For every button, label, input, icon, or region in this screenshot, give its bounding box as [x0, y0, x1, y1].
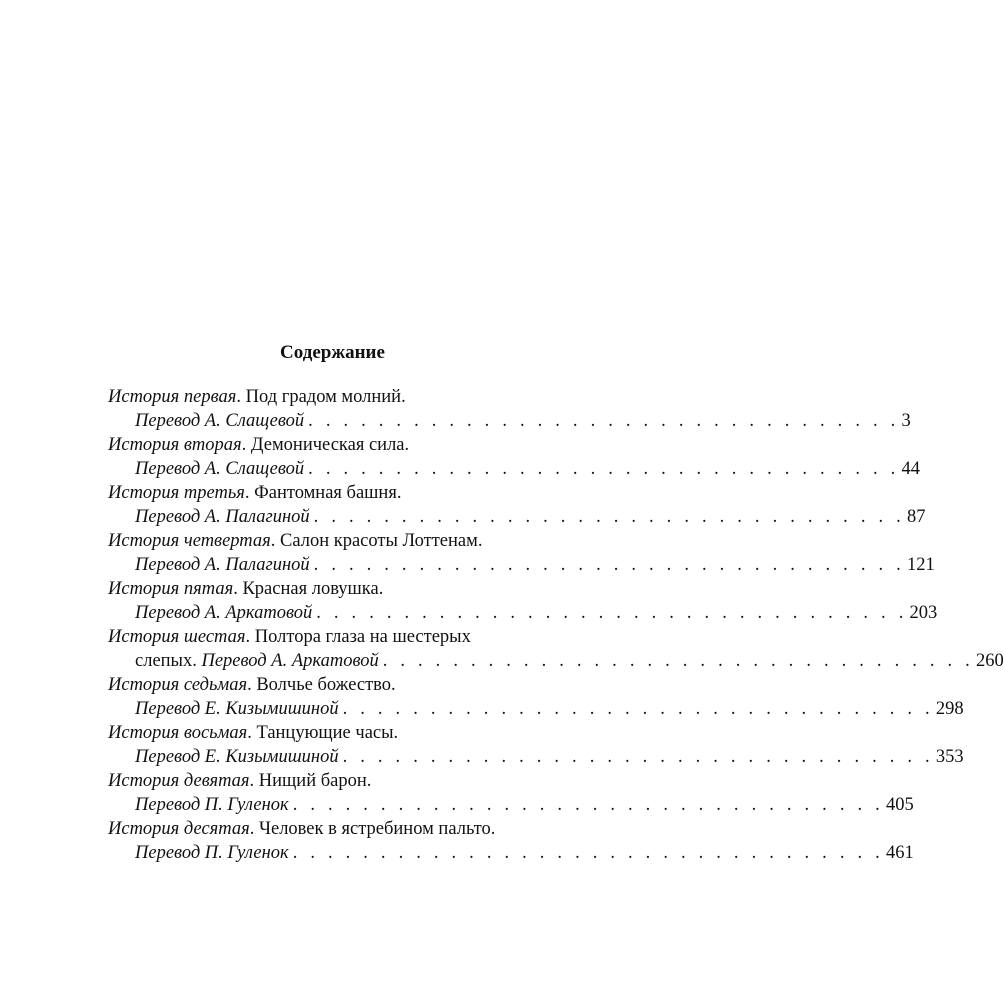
- leader-dots: . . . . . . . . . . . . . . . . . . . . . . . . . . . . . . . . . .: [308, 459, 900, 479]
- translator: Перевод П. Гуленок: [135, 843, 289, 863]
- story-title: Нищий барон.: [258, 771, 372, 791]
- entry-translator-line: [108, 601, 938, 625]
- story-label: История третья: [108, 483, 245, 503]
- entry-translator-line: [108, 409, 911, 433]
- toc-entry: [108, 673, 964, 721]
- leader-dots: . . . . . . . . . . . . . . . . . . . . . . . . . . . . . . . . . .: [342, 699, 934, 719]
- translator: Перевод А. Палагиной: [135, 507, 310, 527]
- toc-entry: [108, 721, 964, 769]
- page-number: 121: [906, 555, 935, 575]
- entry-heading: История вторая. Демоническая сила.: [108, 435, 410, 455]
- story-title: Волчье божество.: [256, 675, 396, 695]
- toc-entry: [108, 385, 911, 433]
- entry-heading: История девятая. Нищий барон.: [108, 771, 372, 791]
- page-number: 87: [906, 507, 926, 527]
- entry-translator-line: [108, 745, 964, 769]
- entry-translator-line: [108, 457, 920, 481]
- story-label: История шестая: [108, 627, 246, 647]
- translator: Перевод А. Палагиной: [135, 555, 310, 575]
- translator: Перевод Е. Кизымишиной: [135, 699, 339, 719]
- story-label: История девятая: [108, 771, 250, 791]
- entry-heading: История шестая. Полтора глаза на шестерых: [108, 627, 471, 647]
- translator: Перевод А. Аркатовой: [201, 651, 379, 671]
- leader-dots: . . . . . . . . . . . . . . . . . . . . . . . . . . . . . . . . . .: [382, 651, 975, 671]
- story-label: История вторая: [108, 435, 242, 455]
- page-number: 405: [885, 795, 914, 815]
- toc-entry: [108, 481, 926, 529]
- toc-entry: [108, 769, 914, 817]
- leader-dots: . . . . . . . . . . . . . . . . . . . . . . . . . . . . . . . . . .: [316, 603, 908, 623]
- translator: Перевод А. Слащевой: [135, 459, 305, 479]
- leader-dots: . . . . . . . . . . . . . . . . . . . . . . . . . . . . . . . . . .: [292, 843, 884, 863]
- story-title: Под градом молний.: [245, 387, 406, 407]
- page-number: 3: [901, 411, 911, 431]
- story-title: Полтора глаза на шестерых: [254, 627, 471, 647]
- story-label: История восьмая: [108, 723, 248, 743]
- page-number: 461: [885, 843, 914, 863]
- translator: Перевод А. Аркатовой: [135, 603, 313, 623]
- page-number: 353: [935, 747, 964, 767]
- story-title-continuation: слепых.: [135, 651, 197, 671]
- entry-translator-line: [108, 841, 914, 865]
- translator: Перевод А. Слащевой: [135, 411, 305, 431]
- story-label: История первая: [108, 387, 237, 407]
- page-number: 298: [935, 699, 964, 719]
- story-label: История пятая: [108, 579, 234, 599]
- story-label: История четвертая: [108, 531, 271, 551]
- leader-dots: . . . . . . . . . . . . . . . . . . . . . . . . . . . . . . . . . .: [342, 747, 934, 767]
- story-title: Танцующие часы.: [256, 723, 399, 743]
- toc-entry: [108, 817, 914, 865]
- toc-entry: [108, 529, 935, 577]
- story-title: Человек в ястребином пальто.: [258, 819, 496, 839]
- story-title: Красная ловушка.: [242, 579, 384, 599]
- story-title: Демоническая сила.: [250, 435, 410, 455]
- entry-translator-line: [108, 553, 935, 577]
- entry-heading: История пятая. Красная ловушка.: [108, 579, 384, 599]
- story-label: История десятая: [108, 819, 250, 839]
- toc-entry: [108, 577, 938, 625]
- entry-heading: История четвертая. Салон красоты Лоттенам.: [108, 531, 483, 551]
- toc-title: Содержание: [280, 342, 385, 363]
- entry-translator-line: [108, 649, 1004, 673]
- toc-entry: [108, 625, 1004, 673]
- story-label: История седьмая: [108, 675, 248, 695]
- leader-dots: . . . . . . . . . . . . . . . . . . . . . . . . . . . . . . . . . .: [292, 795, 884, 815]
- table-of-contents: [108, 385, 1004, 865]
- story-title: Салон красоты Лоттенам.: [280, 531, 483, 551]
- page-number: 44: [901, 459, 920, 479]
- entry-translator-line: [108, 793, 914, 817]
- entry-heading: История третья. Фантомная башня.: [108, 483, 402, 503]
- entry-translator-line: [108, 697, 964, 721]
- entry-heading: История первая. Под градом молний.: [108, 387, 406, 407]
- leader-dots: . . . . . . . . . . . . . . . . . . . . . . . . . . . . . . . . . .: [308, 411, 900, 431]
- entry-heading: История восьмая. Танцующие часы.: [108, 723, 399, 743]
- page-number: 260: [976, 651, 1004, 671]
- entry-heading: История десятая. Человек в ястребином пальто.: [108, 819, 496, 839]
- leader-dots: . . . . . . . . . . . . . . . . . . . . . . . . . . . . . . . . . .: [313, 555, 905, 575]
- toc-entry: [108, 433, 920, 481]
- translator: Перевод П. Гуленок: [135, 795, 289, 815]
- page-number: 203: [909, 603, 938, 623]
- leader-dots: . . . . . . . . . . . . . . . . . . . . . . . . . . . . . . . . . .: [313, 507, 905, 527]
- entry-heading: История седьмая. Волчье божество.: [108, 675, 396, 695]
- entry-translator-line: [108, 505, 926, 529]
- story-title: Фантомная башня.: [254, 483, 402, 503]
- translator: Перевод Е. Кизымишиной: [135, 747, 339, 767]
